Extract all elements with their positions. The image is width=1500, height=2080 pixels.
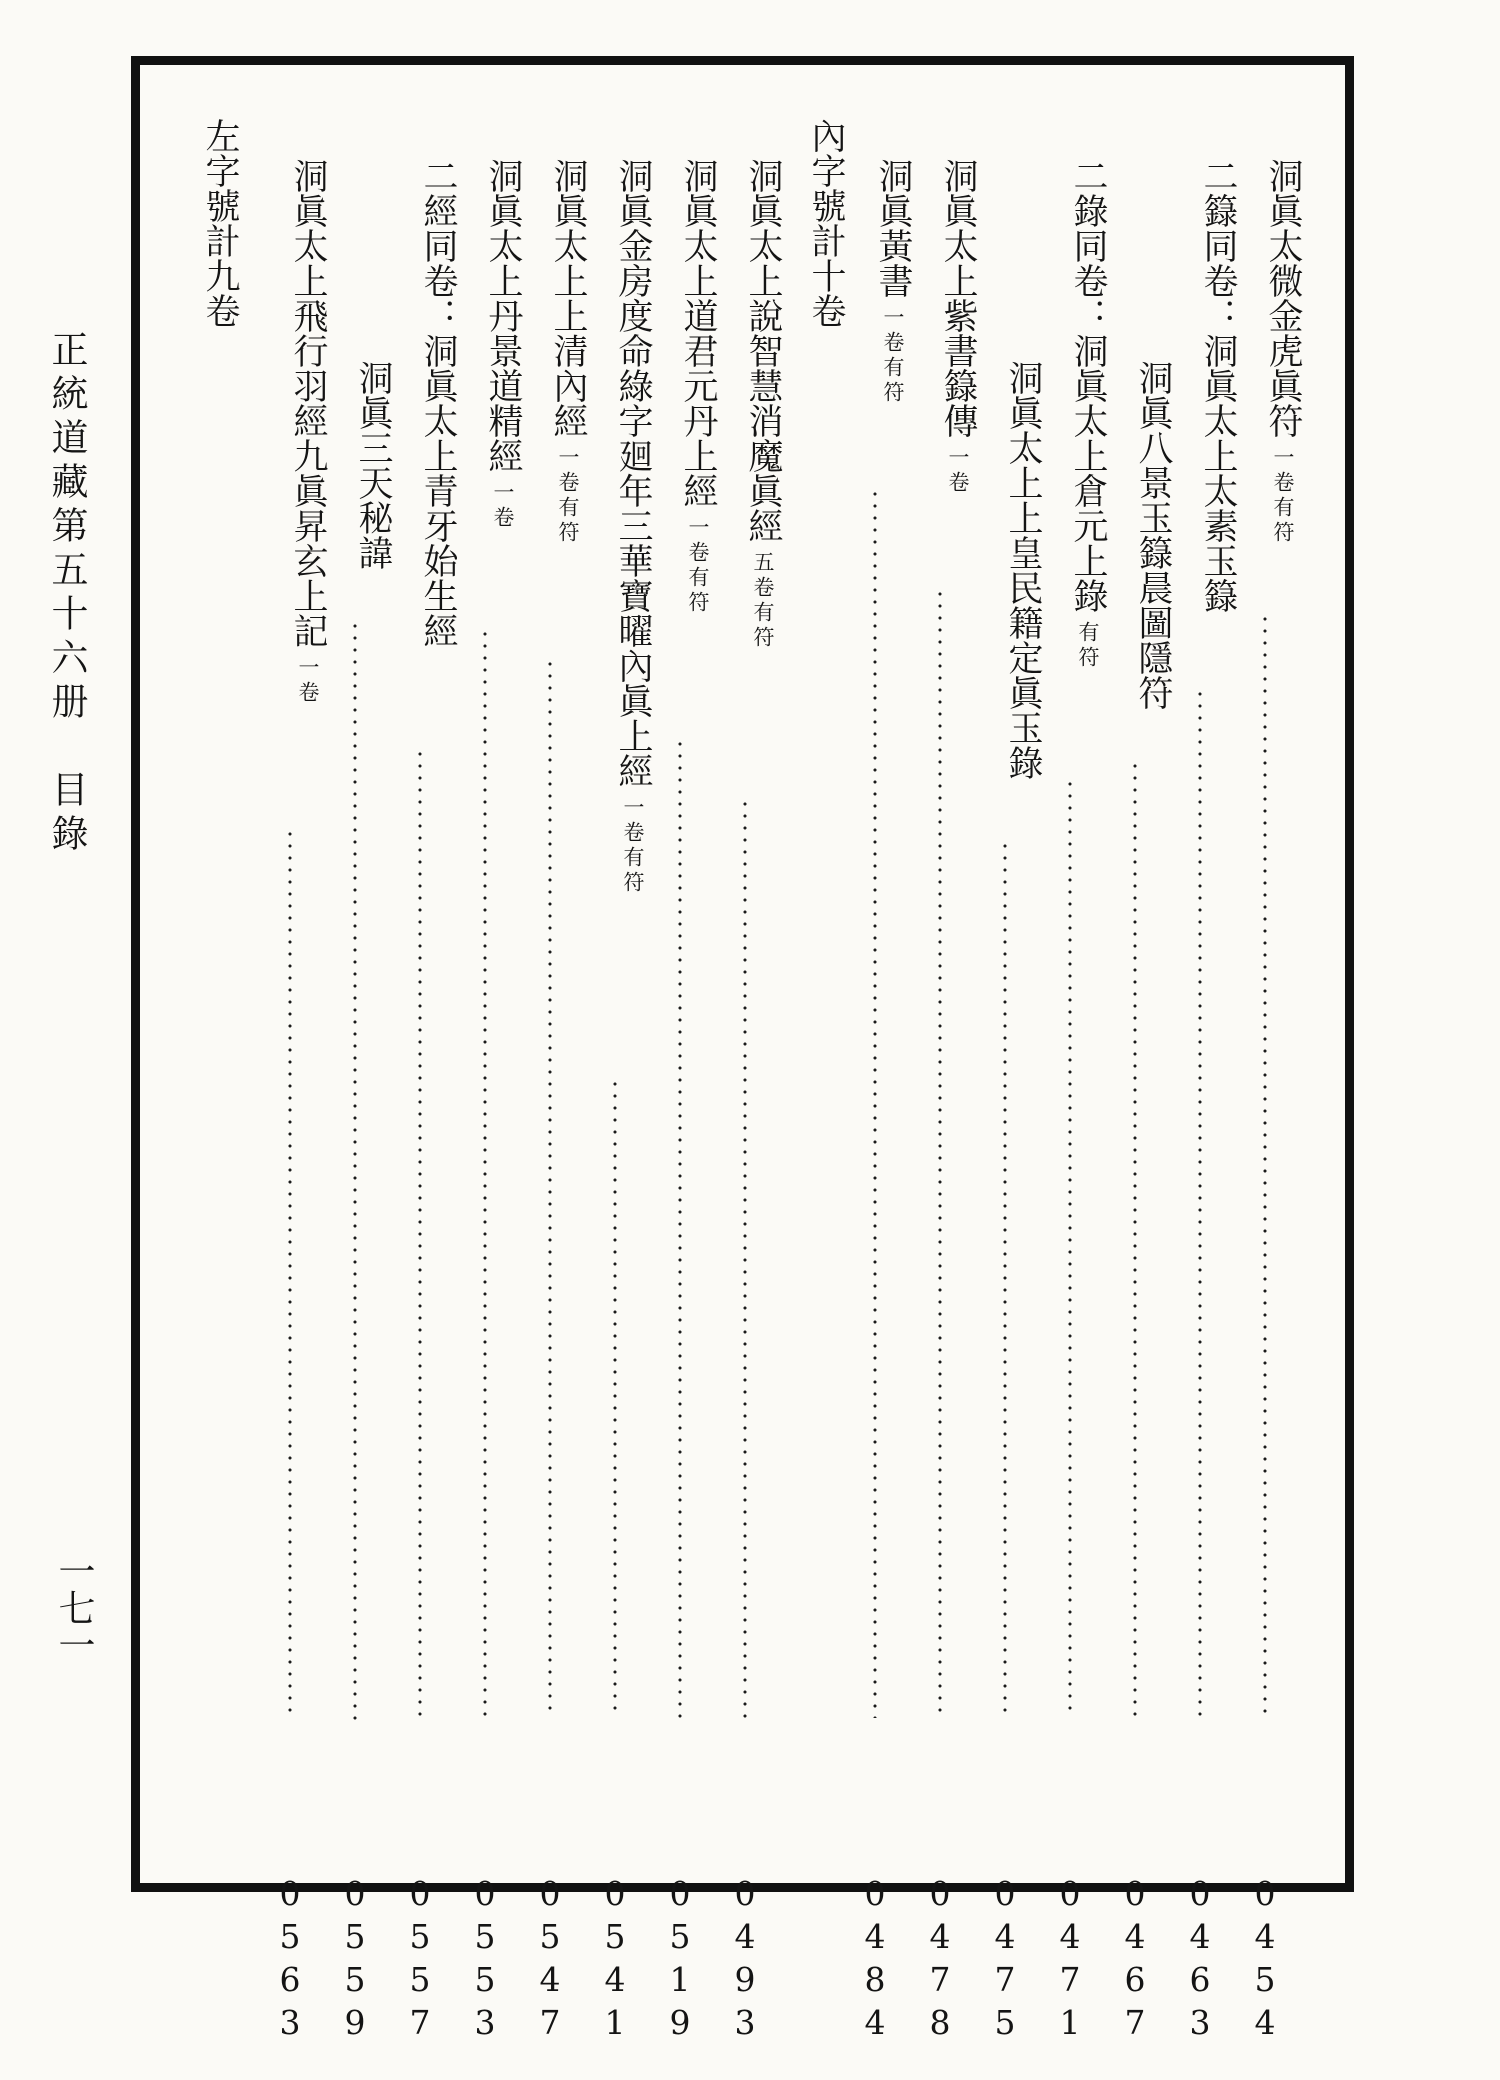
entry-title: 洞眞三天秘諱 [353,360,393,570]
page-ref: 0 5 6 3 [279,1874,301,2042]
entry-title: 洞眞太上上皇民籍定眞玉錄 [1003,360,1043,780]
page-ref: 0 4 8 4 [864,1874,886,2042]
leader-dots [288,828,292,1718]
leader-dots [548,658,552,1718]
section-total-label: 內字號計十卷 [806,118,846,328]
page-ref: 0 5 5 7 [409,1874,431,2042]
leader-dots [483,628,487,1718]
leader-dots [1263,613,1267,1713]
entry-note: 一卷有符 [686,516,710,616]
page-ref: 0 5 5 3 [474,1874,496,2042]
page-ref: 0 4 7 1 [1059,1874,1081,2042]
entry-title: 洞眞太上紫書籙傳一卷 [938,158,978,496]
leader-dots [678,738,682,1718]
page-ref: 0 4 5 4 [1254,1874,1276,2042]
page-number: 一七一 [52,1552,95,1663]
leader-dots [1133,760,1137,1720]
leader-dots [873,488,877,1718]
entry-note: 一卷 [946,446,970,496]
entry-title: 二經同卷：洞眞太上青牙始生經 [418,158,458,648]
entry-title: 洞眞太上飛行羽經九眞昇玄上記一卷 [288,158,328,706]
entry-note: 一卷有符 [1271,446,1295,546]
entry-title: 洞眞太上丹景道精經一卷 [483,158,523,531]
entry-title: 洞眞黃書一卷有符 [873,158,913,406]
section-total-label: 左字號計九卷 [200,118,240,328]
page-ref: 0 5 4 1 [604,1874,626,2042]
leader-dots [743,798,747,1718]
entry-note: 五卷有符 [751,551,775,651]
page-ref: 0 4 7 5 [994,1874,1016,2042]
page-ref: 0 4 7 8 [929,1874,951,2042]
entry-title: 二籙同卷：洞眞太上太素玉籙 [1198,158,1238,613]
entry-note: 一卷 [491,481,515,531]
leader-dots [1003,840,1007,1720]
leader-dots [1068,778,1072,1718]
leader-dots [613,1078,617,1718]
page-ref: 0 4 9 3 [734,1874,756,2042]
entry-note: 一卷有符 [556,446,580,546]
entry-title: 洞眞太微金虎眞符一卷有符 [1263,158,1303,546]
entry-note: 有符 [1076,621,1100,671]
leader-dots [1198,688,1202,1718]
entry-title: 二錄同卷：洞眞太上倉元上錄有符 [1068,158,1108,671]
running-header: 正統道藏第五十六册 目錄 [45,330,88,858]
page-ref: 0 4 6 3 [1189,1874,1211,2042]
entry-title: 洞眞太上說智慧消魔眞經五卷有符 [743,158,783,651]
page-ref: 0 4 6 7 [1124,1874,1146,2042]
page-ref: 0 5 4 7 [539,1874,561,2042]
entry-title: 洞眞金房度命綠字廻年三華寶曜內眞上經一卷有符 [613,158,653,896]
page-ref: 0 5 1 9 [669,1874,691,2042]
entry-title: 洞眞八景玉籙晨圖隱符 [1133,360,1173,710]
leader-dots [938,588,942,1718]
leader-dots [418,748,422,1718]
entry-title: 洞眞太上上清內經一卷有符 [548,158,588,546]
leader-dots [353,620,357,1720]
page-ref: 0 5 5 9 [344,1874,366,2042]
entry-title: 洞眞太上道君元丹上經一卷有符 [678,158,718,616]
entry-note: 一卷有符 [881,306,905,406]
entry-note: 一卷 [296,656,320,706]
entry-note: 一卷有符 [621,796,645,896]
